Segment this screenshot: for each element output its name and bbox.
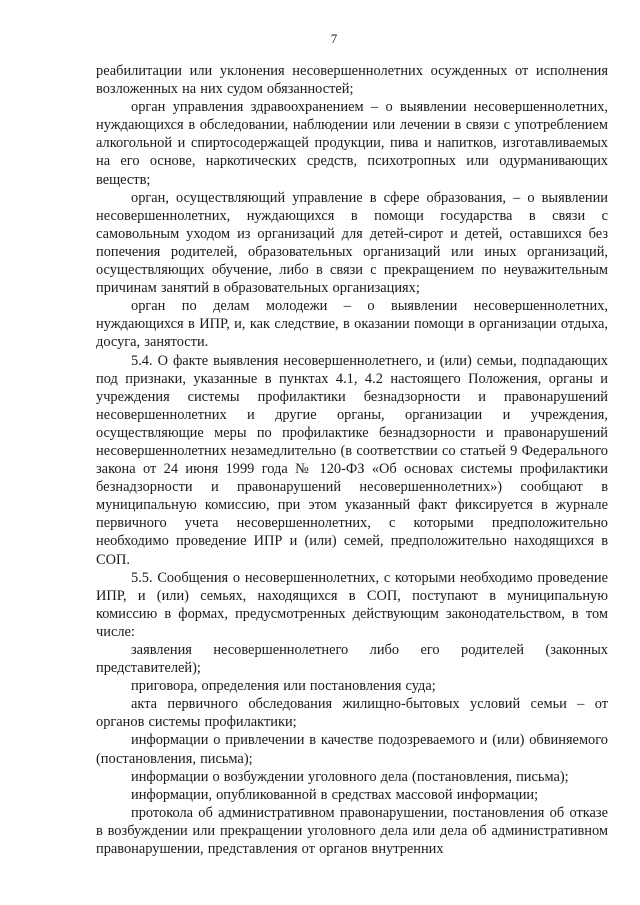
list-item-inspection-act: акта первичного обследования жилищно-бытовых условий семьи – от органов системы профилактики; bbox=[96, 696, 608, 731]
list-item-court-verdict: приговора, определения или постановления суда; bbox=[131, 678, 436, 695]
paragraph-section-5-5: 5.5. Сообщения о несовершеннолетних, с которыми необходимо проведение ИПР, и (или) семьях, находящихся в СОП, поступают в муниципальную комиссию в формах, предусмотренных действующим законодательством, в том числе: bbox=[96, 569, 608, 640]
list-item-suspect-info: информации о привлечении в качестве подозреваемого и (или) обвиняемого (постановления, письма); bbox=[96, 732, 608, 767]
list-item-statements: заявления несовершеннолетнего либо его родителей (законных представителей); bbox=[96, 642, 608, 677]
paragraph-section-5-4: 5.4. О факте выявления несовершеннолетнего, и (или) семьи, подпадающих под признаки, указанные в пунктах 4.1, 4.2 настоящего Положения, органы и учреждения системы профилактики безнадзорности и правонарушений несовершеннолетних и другие органы, организации и учреждения, осуществляющие меры по профилактике безнадзорности и правонарушений несовершеннолетних незамедлительно (в соответствии со статьей 9 Федерального закона от 24 июня 1999 года № 120-ФЗ «Об основах системы профилактики безнадзорности и правонарушений несовершеннолетних») сообщают в муниципальную комиссию, при этом указанный факт фиксируется в журнале первичного учета несовершеннолетних, с которыми предположительно необходимо проведение ИПР и (или) семей, предположительно находящихся в СОП. bbox=[96, 352, 608, 568]
paragraph-education-authority: орган, осуществляющий управление в сфере образования, – о выявлении несовершеннолетних, нуждающихся в помощи государства в связи с самовольным уходом из организаций для детей-сирот и детей, оставшихся без попечения родителей, образовательных организаций или иных организаций, осуществляющих обучение, либо в связи с прекращением по неуважительным причинам занятий в образовательных организациях; bbox=[96, 189, 608, 297]
document-body bbox=[96, 62, 608, 858]
page-number: 7 bbox=[330, 31, 338, 46]
list-item-protocol: протокола об административном правонарушении, постановления об отказе в возбуждении или прекращении уголовного дела или дела об административном правонарушении, представления от органов внутренних bbox=[96, 804, 608, 858]
paragraph-youth-authority: орган по делам молодежи – о выявлении несовершеннолетних, нуждающихся в ИПР, и, как следствие, в оказании помощи в организации отдыха, досуга, занятости. bbox=[96, 298, 608, 351]
paragraph-health-authority: орган управления здравоохранением – о выявлении несовершеннолетних, нуждающихся в обследовании, наблюдении или лечении в связи с употреблением алкогольной и спиртосодержащей продукции, пива и напитков, изготавливаемых на его основе, наркотических средств, психотропных или одурманивающих веществ; bbox=[96, 99, 608, 188]
list-item-media-info: информации, опубликованной в средствах массовой информации; bbox=[131, 786, 539, 803]
list-item-criminal-case-info: информации о возбуждении уголовного дела (постановления, письма); bbox=[131, 768, 569, 785]
paragraph-continuation: реабилитации или уклонения несовершеннолетних осужденных от исполнения возложенных на них судом обязанностей; bbox=[96, 63, 608, 98]
